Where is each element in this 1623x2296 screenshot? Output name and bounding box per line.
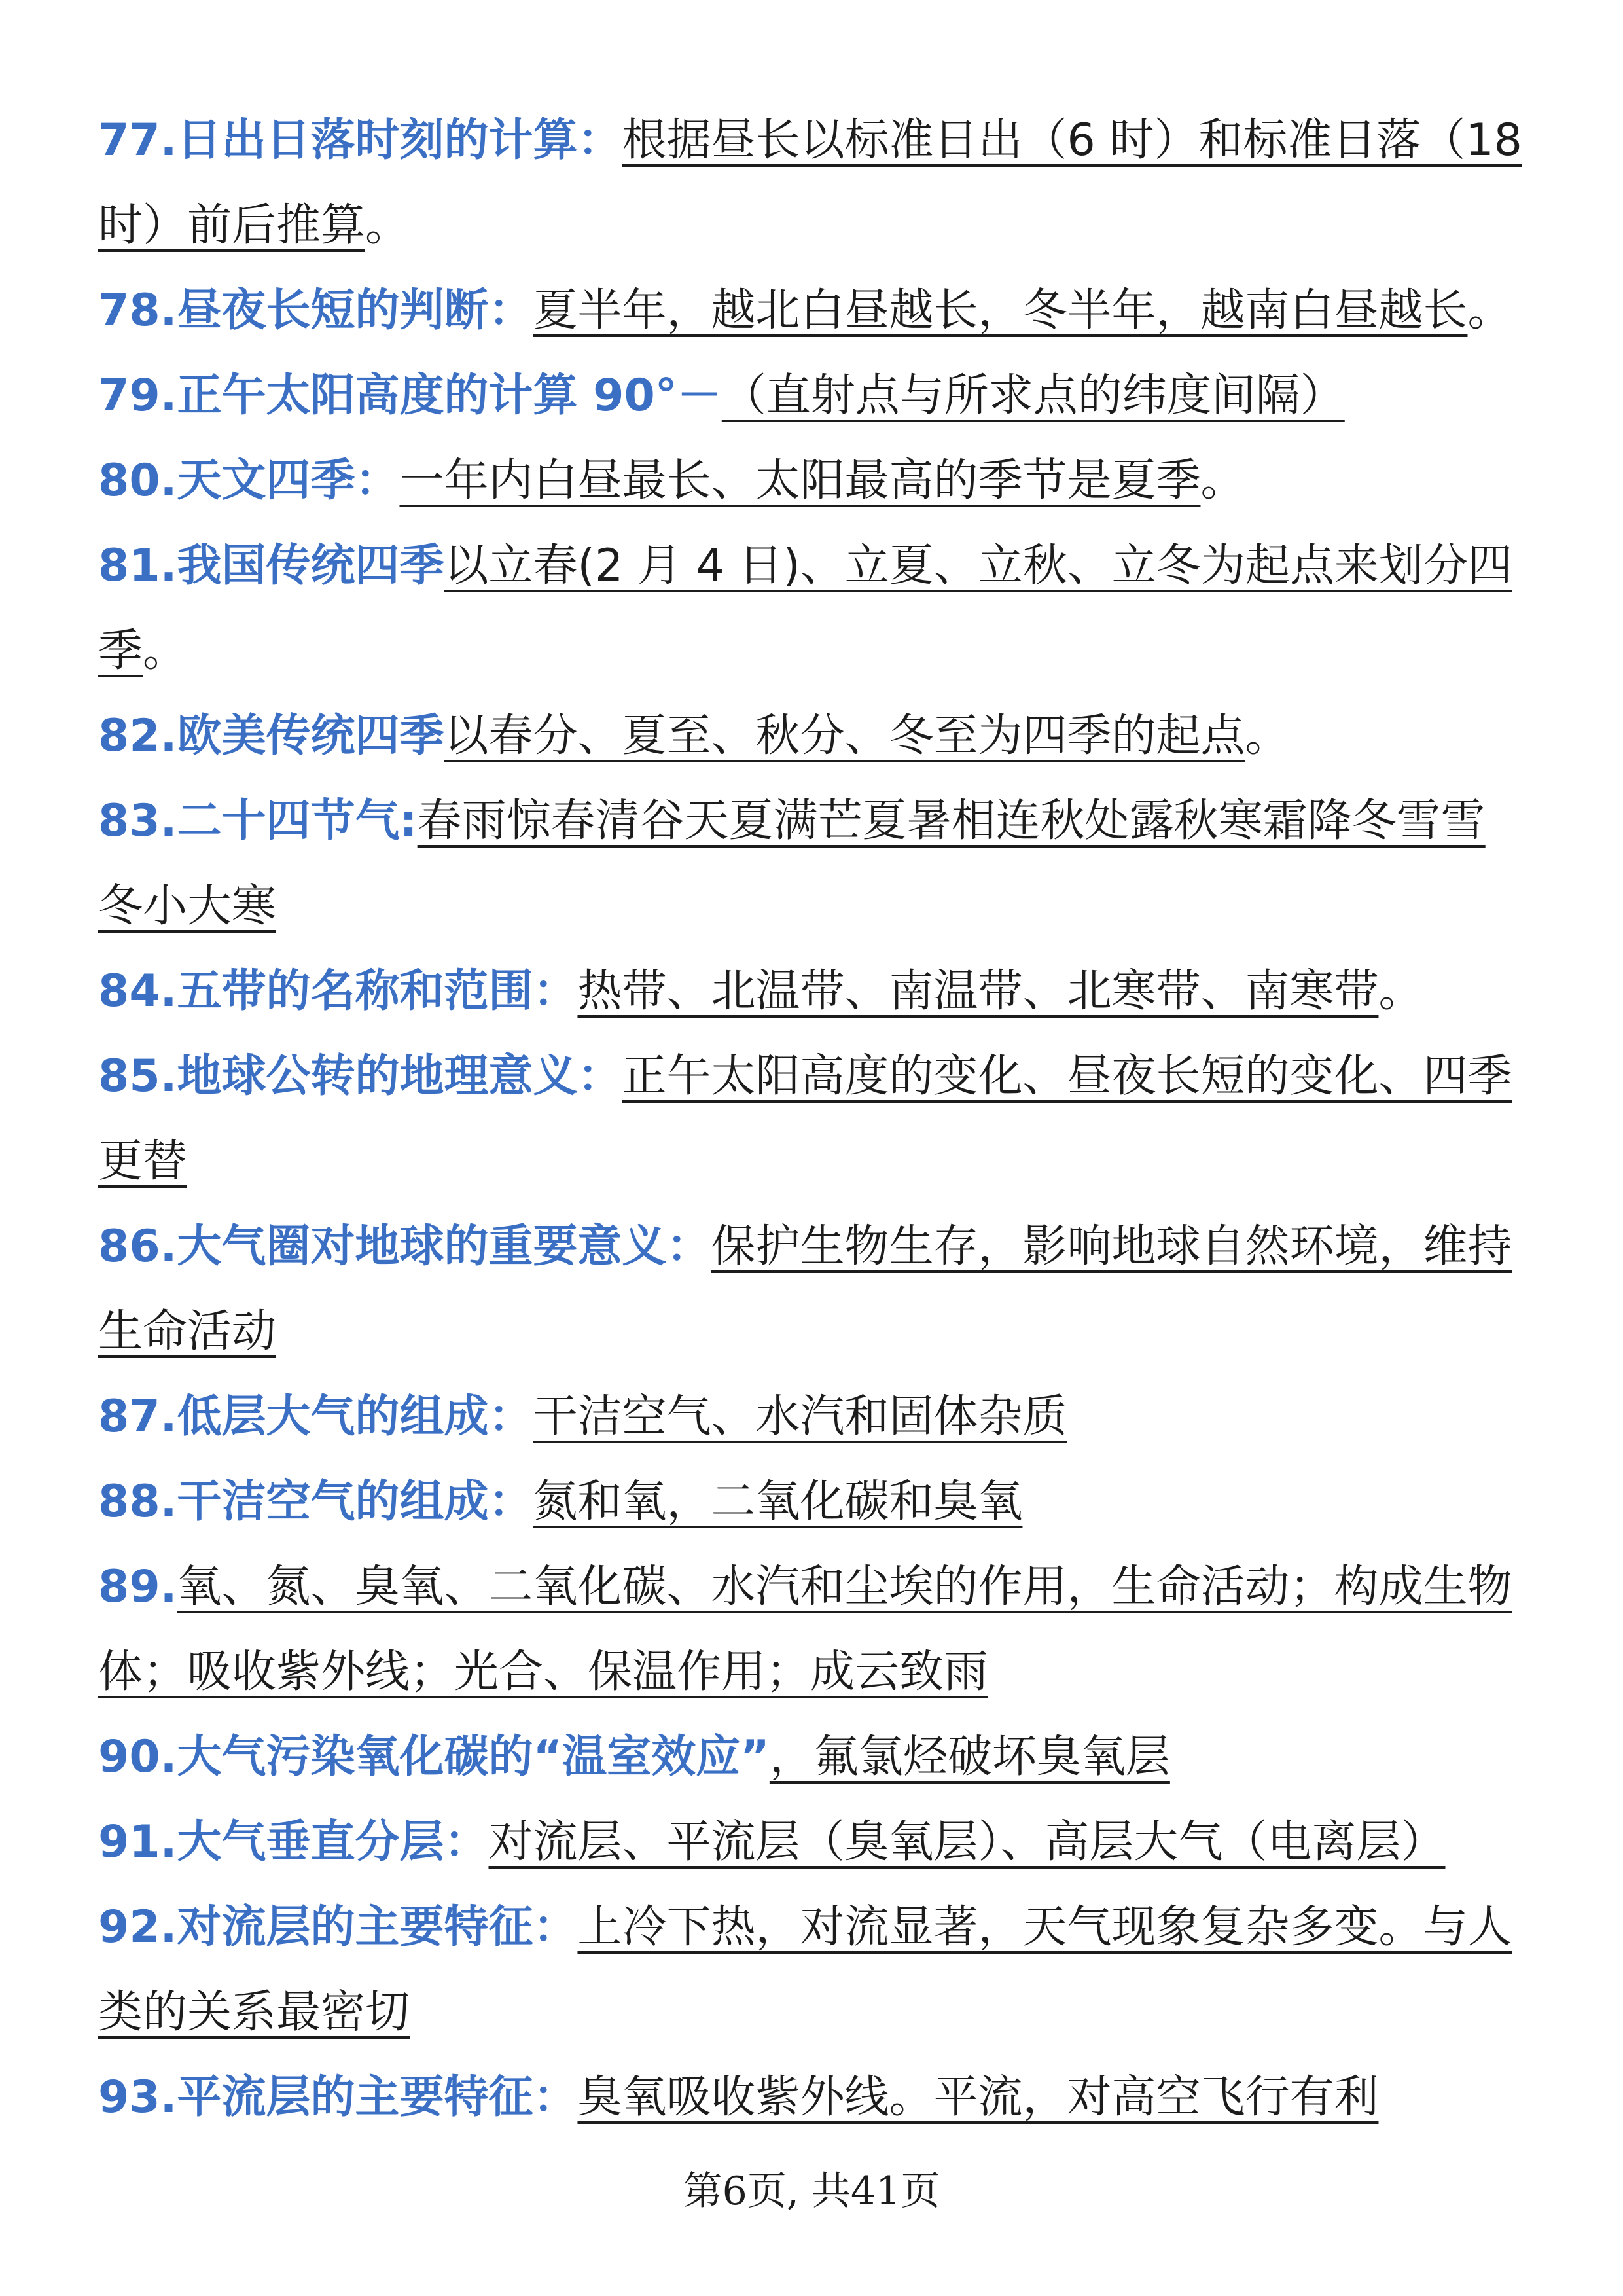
item-term: 86.大气圈对地球的重要意义：	[98, 1221, 711, 1272]
item-tail: 。	[1467, 285, 1512, 336]
item-term: 78.昼夜长短的判断：	[98, 285, 533, 336]
item-definition: 上冷下热，对流显著，天气现象复杂多变。与人类的关系最密切	[98, 1901, 1512, 2038]
item-78	[98, 268, 1525, 353]
item-83	[98, 779, 1525, 949]
item-term: 79.正午太阳高度的计算 90°－	[98, 370, 722, 422]
item-term: 90.大气污染氧化碳的“温室效应”	[98, 1731, 770, 1783]
item-84	[98, 949, 1525, 1034]
item-definition: 保护生物生存，影响地球自然环境，维持生命活动	[98, 1221, 1512, 1357]
item-88	[98, 1460, 1525, 1545]
item-definition: 热带、北温带、南温带、北寒带、南寒带	[577, 965, 1379, 1017]
item-definition: 氮和氧，二氧化碳和臭氧	[533, 1476, 1023, 1528]
item-91	[98, 1800, 1525, 1885]
item-85	[98, 1034, 1525, 1204]
item-term: 77.日出日落时刻的计算：	[98, 115, 622, 166]
item-89	[98, 1545, 1525, 1715]
item-term: 84.五带的名称和范围：	[98, 965, 578, 1017]
item-term: 93.平流层的主要特征：	[98, 2072, 578, 2123]
document-body	[98, 98, 1525, 2140]
item-term: 82.欧美传统四季	[98, 710, 444, 762]
item-definition: 对流层、平流层（臭氧层）、高层大气（电离层）	[488, 1816, 1446, 1868]
item-definition: 以春分、夏至、秋分、冬至为四季的起点	[444, 710, 1245, 762]
item-77	[98, 98, 1525, 268]
item-80	[98, 439, 1525, 524]
page-number-footer: 第6页, 共41页	[683, 2168, 940, 2214]
item-tail: 。	[1378, 965, 1423, 1017]
item-term: 92.对流层的主要特征：	[98, 1901, 578, 1953]
item-definition: 正午太阳高度的变化、昼夜长短的变化、四季更替	[98, 1050, 1512, 1187]
item-definition: （直射点与所求点的纬度间隔）	[721, 370, 1345, 422]
item-90	[98, 1715, 1525, 1800]
item-term: 91.大气垂直分层：	[98, 1816, 489, 1868]
item-term: 89.	[98, 1561, 177, 1613]
item-term: 85.地球公转的地理意义：	[98, 1050, 622, 1102]
item-definition: 一年内白昼最长、太阳最高的季节是夏季	[399, 455, 1201, 507]
item-definition: 干洁空气、水汽和固体杂质	[533, 1391, 1067, 1443]
item-tail: 。	[1200, 455, 1245, 507]
item-definition: 以立春(2 月 4 日)、立夏、立秋、立冬为起点来划分四季	[98, 540, 1512, 677]
item-tail: 。	[1245, 710, 1290, 762]
item-definition: 臭氧吸收紫外线。平流，对高空飞行有利	[577, 2072, 1379, 2123]
item-definition: 根据昼长以标准日出（6 时）和标准日落（18 时）前后推算	[98, 115, 1522, 251]
item-tail: 。	[143, 625, 188, 677]
item-79	[98, 353, 1525, 439]
item-term: 88.干洁空气的组成：	[98, 1476, 533, 1528]
item-definition: 氧、氮、臭氧、二氧化碳、水汽和尘埃的作用，生命活动；构成生物体；吸收紫外线；光合、保温作用；成云致雨	[98, 1561, 1512, 1698]
item-term: 80.天文四季：	[98, 455, 400, 507]
item-definition: 春雨惊春清谷天夏满芒夏暑相连秋处露秋寒霜降冬雪雪冬小大寒	[98, 795, 1486, 932]
item-82	[98, 694, 1525, 779]
item-tail: 。	[365, 200, 410, 251]
item-93	[98, 2055, 1525, 2140]
item-term: 81.我国传统四季	[98, 540, 444, 592]
item-86	[98, 1204, 1525, 1374]
item-92	[98, 1885, 1525, 2055]
item-81	[98, 524, 1525, 694]
item-term: 83.二十四节气:	[98, 795, 418, 847]
item-definition: 夏半年，越北白昼越长，冬半年，越南白昼越长	[533, 285, 1468, 336]
item-term: 87.低层大气的组成：	[98, 1391, 533, 1443]
item-definition: ，氟氯烃破坏臭氧层	[769, 1731, 1170, 1783]
item-87	[98, 1374, 1525, 1460]
